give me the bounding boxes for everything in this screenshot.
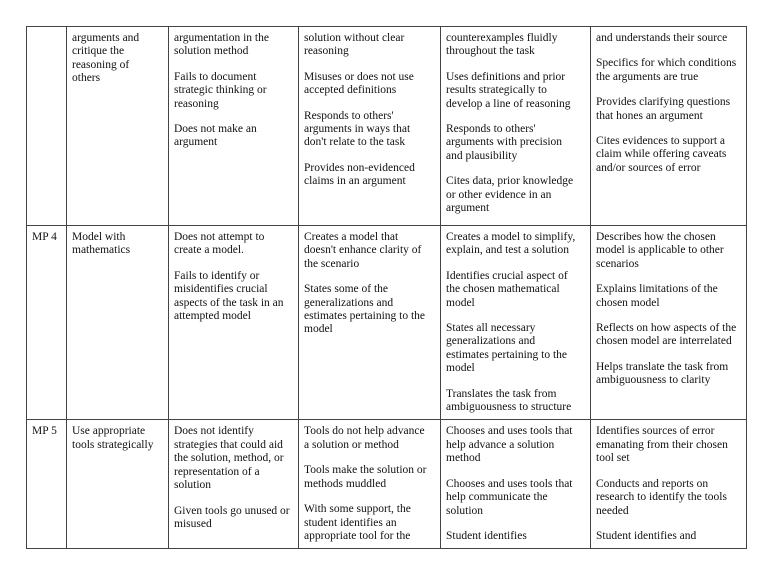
level-4-cell bbox=[591, 27, 747, 226]
descriptor: Identifies crucial aspect of the chosen mathematical model bbox=[446, 269, 568, 309]
descriptor: Identifies sources of error emanating from their chosen tool set bbox=[596, 425, 728, 465]
practice-name: Model with mathematics bbox=[72, 231, 131, 257]
descriptor: Responds to others' arguments with precision and plausibility bbox=[446, 123, 563, 162]
level-2-cell bbox=[299, 420, 441, 549]
descriptor: Student identifies and bbox=[596, 529, 697, 542]
practice-code: MP 5 bbox=[32, 425, 57, 438]
descriptor: counterexamples fluidly throughout the task bbox=[446, 32, 558, 58]
practice-code-cell bbox=[27, 226, 67, 420]
descriptor: Does not attempt to create a model. bbox=[174, 231, 265, 257]
practice-name: Use appropriate tools strategically bbox=[72, 425, 154, 451]
practice-name-cell bbox=[67, 420, 169, 549]
descriptor: solution without clear reasoning bbox=[304, 32, 405, 58]
practice-code: MP 4 bbox=[32, 231, 57, 243]
rubric-table bbox=[26, 26, 747, 549]
descriptor: and understands their source bbox=[596, 32, 728, 44]
descriptor: Reflects on how aspects of the chosen model are interrelated bbox=[596, 322, 737, 348]
descriptor: Creates a model that doesn't enhance clarity of the scenario bbox=[304, 231, 422, 270]
table-row bbox=[27, 226, 747, 420]
descriptor: With some support, the student identifies an appropriate tool for the bbox=[304, 503, 411, 542]
level-1-cell bbox=[169, 27, 299, 226]
descriptor: Cites data, prior knowledge or other evidence in an argument bbox=[446, 175, 574, 215]
descriptor: Translates the task from ambiguousness to structure bbox=[446, 387, 572, 414]
level-1-cell bbox=[169, 226, 299, 420]
level-1-cell bbox=[169, 420, 299, 549]
level-4-cell bbox=[591, 226, 747, 420]
level-3-cell bbox=[441, 226, 591, 420]
descriptor: Provides clarifying questions that hones an argument bbox=[596, 96, 731, 122]
level-2-cell bbox=[299, 226, 441, 420]
descriptor: Misuses or does not use accepted definitions bbox=[304, 70, 414, 97]
descriptor: Conducts and reports on research to identify the tools needed bbox=[596, 477, 727, 517]
descriptor: Creates a model to simplify, explain, and test a solution bbox=[446, 231, 576, 257]
descriptor: Describes how the chosen model is applicable to other scenarios bbox=[596, 231, 724, 270]
descriptor: Given tools go unused or misused bbox=[174, 504, 290, 530]
practice-code-cell bbox=[27, 27, 67, 226]
level-2-cell bbox=[299, 27, 441, 226]
level-4-cell bbox=[591, 420, 747, 549]
descriptor: Uses definitions and prior results strategically to develop a line of reasoning bbox=[446, 70, 571, 110]
descriptor: Does not identify strategies that could aid the solution, method, or representation of a solution bbox=[174, 425, 284, 492]
table-row bbox=[27, 420, 747, 549]
descriptor: Fails to document strategic thinking or reasoning bbox=[174, 70, 267, 110]
descriptor: Tools make the solution or methods muddled bbox=[304, 464, 427, 490]
descriptor: Explains limitations of the chosen model bbox=[596, 283, 718, 309]
descriptor: States all necessary generalizations and estimates pertaining to the model bbox=[446, 322, 568, 375]
level-3-cell bbox=[441, 420, 591, 549]
descriptor: Cites evidences to support a claim while offering caveats and/or sources of error bbox=[596, 135, 727, 174]
practice-name: arguments and critique the reasoning of others bbox=[72, 32, 140, 85]
level-3-cell bbox=[441, 27, 591, 226]
descriptor: Chooses and uses tools that help communicate the solution bbox=[446, 477, 573, 517]
descriptor: Helps translate the task from ambiguousness to clarity bbox=[596, 360, 729, 387]
descriptor: Student identifies bbox=[446, 529, 527, 542]
descriptor: Tools do not help advance a solution or method bbox=[304, 425, 425, 451]
descriptor: Does not make an argument bbox=[174, 123, 257, 149]
table-row bbox=[27, 27, 747, 226]
descriptor: Responds to others' arguments in ways that don't relate to the task bbox=[304, 109, 411, 149]
descriptor: Specifics for which conditions the arguments are true bbox=[596, 57, 737, 83]
practice-code-cell bbox=[27, 420, 67, 549]
descriptor: States some of the generalizations and estimates pertaining to the model bbox=[304, 283, 426, 336]
practice-name-cell bbox=[67, 27, 169, 226]
descriptor: Chooses and uses tools that help advance a solution method bbox=[446, 425, 573, 465]
practice-name-cell bbox=[67, 226, 169, 420]
descriptor: Provides non-evidenced claims in an argument bbox=[304, 161, 415, 188]
descriptor: Fails to identify or misidentifies crucial aspects of the task in an attempted model bbox=[174, 269, 284, 323]
descriptor: argumentation in the solution method bbox=[174, 32, 269, 58]
